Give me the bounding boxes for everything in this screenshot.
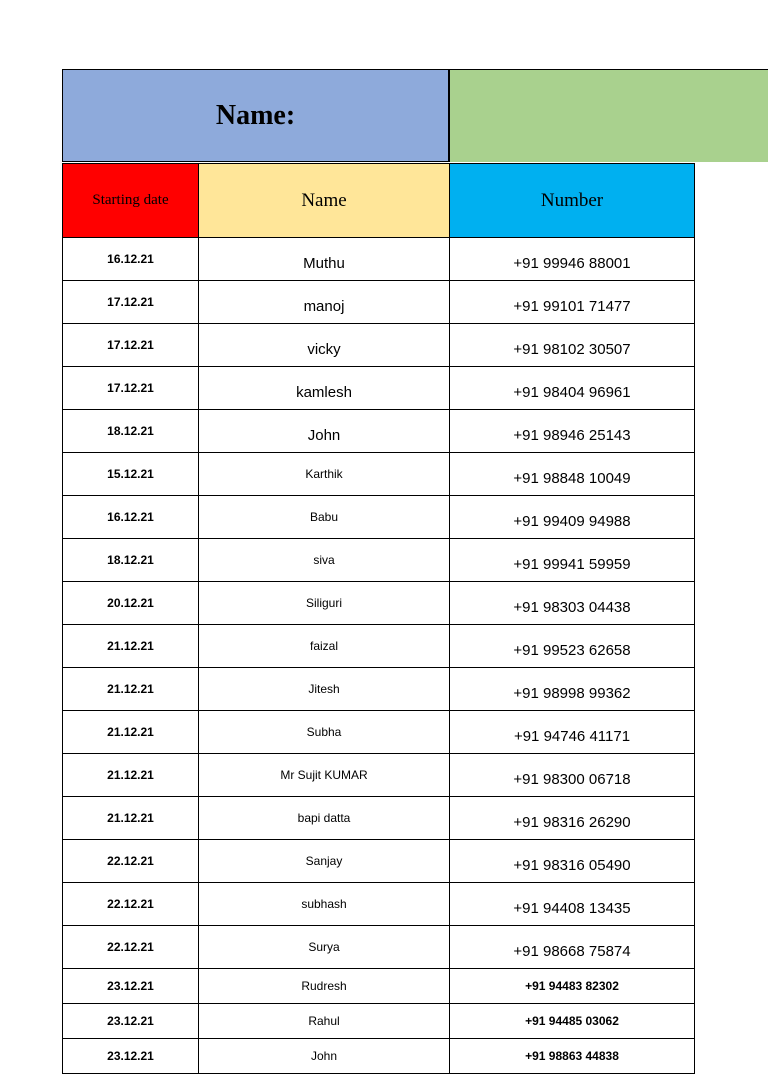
cell-name[interactable]: Babu <box>199 496 450 539</box>
table-row <box>63 883 695 926</box>
cell-number[interactable]: +91 99523 62658 <box>450 625 695 668</box>
table-row <box>63 668 695 711</box>
cell-starting-date[interactable]: 15.12.21 <box>63 453 199 496</box>
cell-starting-date[interactable]: 22.12.21 <box>63 840 199 883</box>
cell-number[interactable]: +91 98946 25143 <box>450 410 695 453</box>
cell-name[interactable]: Mr Sujit KUMAR <box>199 754 450 797</box>
table-row <box>63 281 695 324</box>
table-row <box>63 1039 695 1074</box>
table-row <box>63 840 695 883</box>
cell-starting-date[interactable]: 23.12.21 <box>63 1039 199 1074</box>
table-row <box>63 410 695 453</box>
cell-number[interactable]: +91 94746 41171 <box>450 711 695 754</box>
cell-starting-date[interactable]: 20.12.21 <box>63 582 199 625</box>
cell-starting-date[interactable]: 21.12.21 <box>63 668 199 711</box>
table-row <box>63 539 695 582</box>
cell-name[interactable]: John <box>199 410 450 453</box>
table-row <box>63 453 695 496</box>
cell-starting-date[interactable]: 17.12.21 <box>63 324 199 367</box>
cell-number[interactable]: +91 94483 82302 <box>450 969 695 1004</box>
cell-name[interactable]: Karthik <box>199 453 450 496</box>
cell-name[interactable]: Sanjay <box>199 840 450 883</box>
cell-starting-date[interactable]: 22.12.21 <box>63 883 199 926</box>
cell-number[interactable]: +91 98300 06718 <box>450 754 695 797</box>
table-row <box>63 496 695 539</box>
cell-name[interactable]: John <box>199 1039 450 1074</box>
contacts-table <box>62 163 695 1074</box>
table-row <box>63 711 695 754</box>
table-row <box>63 969 695 1004</box>
cell-number[interactable]: +91 99941 59959 <box>450 539 695 582</box>
cell-number[interactable]: +91 99946 88001 <box>450 238 695 281</box>
cell-number[interactable]: +91 94408 13435 <box>450 883 695 926</box>
spreadsheet <box>62 69 695 1074</box>
cell-number[interactable]: +91 98316 05490 <box>450 840 695 883</box>
cell-name[interactable]: subhash <box>199 883 450 926</box>
cell-name[interactable]: Muthu <box>199 238 450 281</box>
cell-name[interactable]: Rahul <box>199 1004 450 1039</box>
cell-number[interactable]: +91 98102 30507 <box>450 324 695 367</box>
header-starting-date[interactable]: Starting date <box>63 164 199 238</box>
table-row <box>63 754 695 797</box>
header-name[interactable]: Name <box>199 164 450 238</box>
table-row <box>63 324 695 367</box>
cell-starting-date[interactable]: 16.12.21 <box>63 496 199 539</box>
table-body <box>63 238 695 1074</box>
cell-starting-date[interactable]: 23.12.21 <box>63 969 199 1004</box>
cell-starting-date[interactable]: 17.12.21 <box>63 367 199 410</box>
cell-starting-date[interactable]: 21.12.21 <box>63 711 199 754</box>
cell-name[interactable]: bapi datta <box>199 797 450 840</box>
cell-starting-date[interactable]: 21.12.21 <box>63 625 199 668</box>
table-row <box>63 1004 695 1039</box>
table-row <box>63 625 695 668</box>
cell-number[interactable]: +91 98303 04438 <box>450 582 695 625</box>
table-row <box>63 367 695 410</box>
cell-name[interactable]: Rudresh <box>199 969 450 1004</box>
cell-number[interactable]: +91 98316 26290 <box>450 797 695 840</box>
cell-name[interactable]: Subha <box>199 711 450 754</box>
cell-number[interactable]: +91 98998 99362 <box>450 668 695 711</box>
cell-name[interactable]: Siliguri <box>199 582 450 625</box>
title-value-cell[interactable] <box>449 69 768 162</box>
cell-starting-date[interactable]: 21.12.21 <box>63 797 199 840</box>
cell-starting-date[interactable]: 16.12.21 <box>63 238 199 281</box>
cell-name[interactable]: manoj <box>199 281 450 324</box>
header-row <box>63 164 695 238</box>
cell-number[interactable]: +91 98848 10049 <box>450 453 695 496</box>
cell-name[interactable]: Surya <box>199 926 450 969</box>
cell-name[interactable]: Jitesh <box>199 668 450 711</box>
cell-starting-date[interactable]: 22.12.21 <box>63 926 199 969</box>
cell-starting-date[interactable]: 18.12.21 <box>63 410 199 453</box>
cell-number[interactable]: +91 98668 75874 <box>450 926 695 969</box>
cell-number[interactable]: +91 99409 94988 <box>450 496 695 539</box>
cell-number[interactable]: +91 98863 44838 <box>450 1039 695 1074</box>
cell-name[interactable]: faizal <box>199 625 450 668</box>
cell-name[interactable]: siva <box>199 539 450 582</box>
cell-number[interactable]: +91 99101 71477 <box>450 281 695 324</box>
cell-starting-date[interactable]: 23.12.21 <box>63 1004 199 1039</box>
cell-starting-date[interactable]: 17.12.21 <box>63 281 199 324</box>
title-cell[interactable]: Name: <box>62 69 449 162</box>
table-row <box>63 582 695 625</box>
table-row <box>63 926 695 969</box>
title-row <box>62 69 695 163</box>
cell-starting-date[interactable]: 21.12.21 <box>63 754 199 797</box>
table-row <box>63 797 695 840</box>
cell-name[interactable]: vicky <box>199 324 450 367</box>
table-row <box>63 238 695 281</box>
cell-number[interactable]: +91 94485 03062 <box>450 1004 695 1039</box>
header-number[interactable]: Number <box>450 164 695 238</box>
cell-name[interactable]: kamlesh <box>199 367 450 410</box>
cell-starting-date[interactable]: 18.12.21 <box>63 539 199 582</box>
cell-number[interactable]: +91 98404 96961 <box>450 367 695 410</box>
